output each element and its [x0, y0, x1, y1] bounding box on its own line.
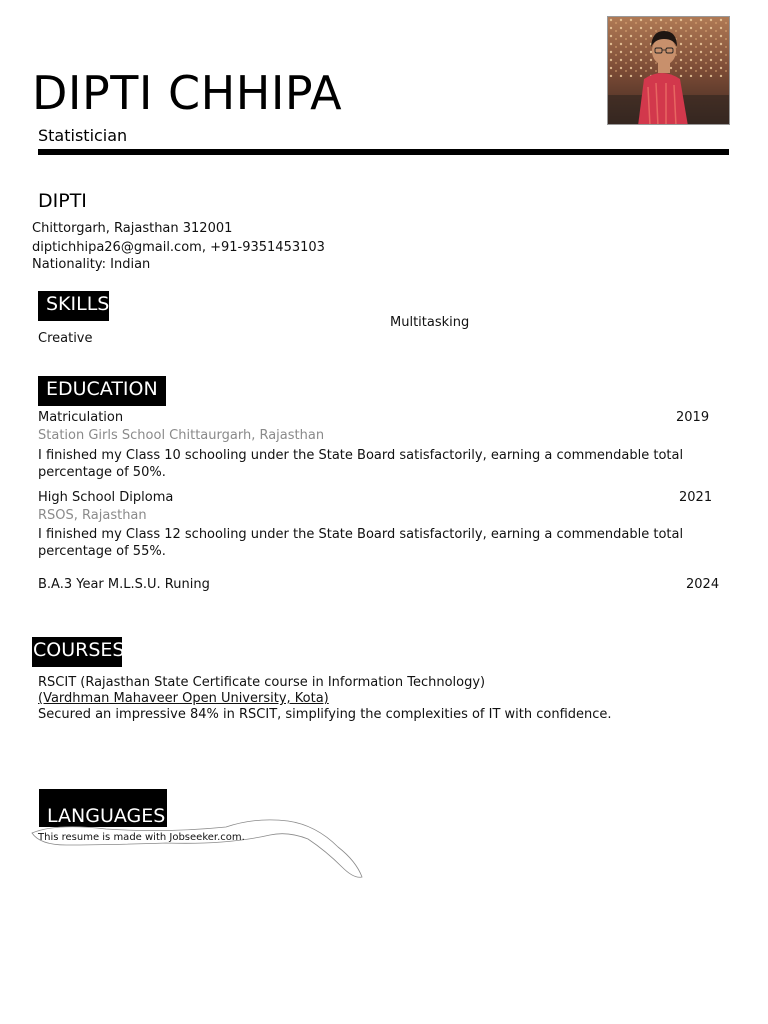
- education-heading: EDUCATION: [38, 376, 166, 406]
- course-title: RSCIT (Rajasthan State Certificate course in Information Technology): [38, 675, 486, 690]
- education-year: 2021: [679, 490, 713, 505]
- education-description: I finished my Class 10 schooling under the State Board satisfactorily, earning a commendable total: [38, 448, 684, 463]
- education-degree: Matriculation: [38, 410, 124, 425]
- education-degree: High School Diploma: [38, 490, 174, 505]
- skill-item: Creative: [38, 331, 93, 346]
- job-title: Statistician: [38, 126, 128, 145]
- email-phone-text: diptichhipa26@gmail.com, +91-9351453103: [32, 240, 325, 255]
- education-description: percentage of 55%.: [38, 544, 166, 559]
- nationality-text: Nationality: Indian: [32, 257, 151, 272]
- header-divider: [38, 149, 729, 155]
- education-description: percentage of 50%.: [38, 465, 166, 480]
- education-year: 2024: [686, 577, 720, 592]
- education-degree: B.A.3 Year M.L.S.U. Runing: [38, 577, 210, 592]
- profile-short-name: DIPTI: [38, 190, 87, 212]
- skills-heading: SKILLS: [38, 291, 109, 321]
- languages-heading: LANGUAGES: [39, 789, 167, 827]
- education-school: RSOS, Rajasthan: [38, 508, 147, 523]
- course-institution: (Vardhman Mahaveer Open University, Kota): [38, 691, 329, 706]
- profile-photo: [607, 16, 730, 125]
- candidate-name: DIPTI CHHIPA: [32, 66, 343, 120]
- course-description: Secured an impressive 84% in RSCIT, simplifying the complexities of IT with confidence.: [38, 707, 612, 722]
- education-year: 2019: [676, 410, 710, 425]
- scribble-overlay: [26, 815, 371, 887]
- education-school: Station Girls School Chittaurgarh, Rajasthan: [38, 428, 325, 443]
- address-text: Chittorgarh, Rajasthan 312001: [32, 221, 233, 236]
- skill-item: Multitasking: [390, 315, 470, 330]
- courses-heading: COURSES: [32, 637, 122, 667]
- footer-note: This resume is made with Jobseeker.com.: [38, 832, 245, 843]
- education-description: I finished my Class 12 schooling under the State Board satisfactorily, earning a commendable total: [38, 527, 684, 542]
